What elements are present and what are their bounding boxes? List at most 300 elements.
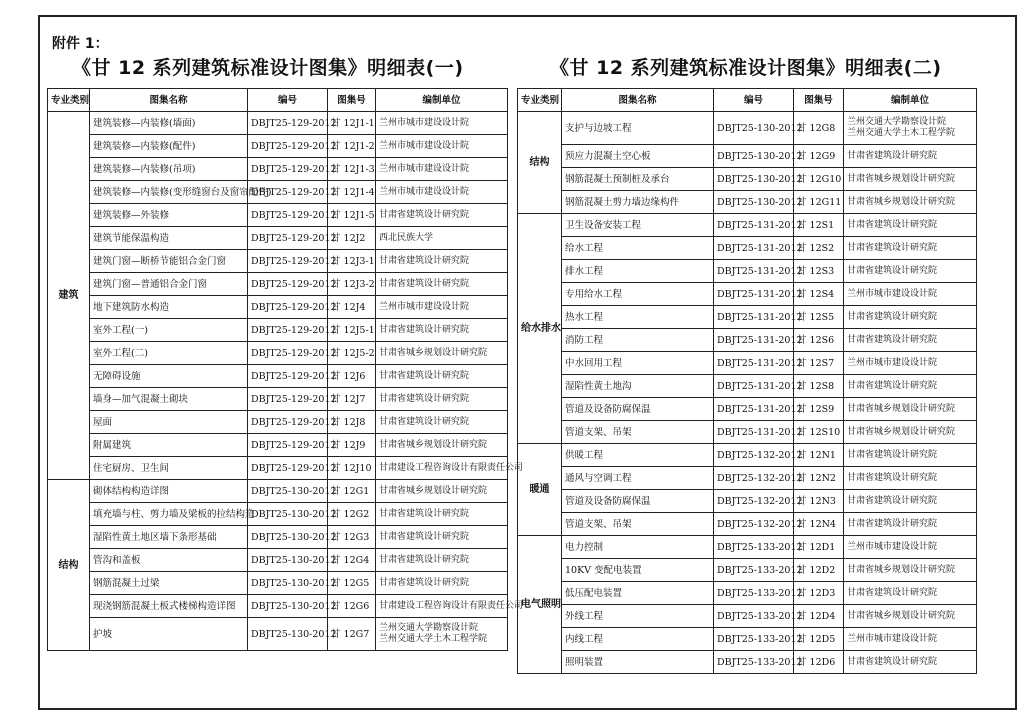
- unit-text: 甘肃省建筑设计研究院: [379, 255, 470, 266]
- unit-text: 西北民族大学: [379, 232, 434, 243]
- atlas-number-cell: 甘 12S1: [794, 214, 844, 237]
- atlas-number-cell: 甘 12G5: [328, 572, 376, 595]
- atlas-name-cell: 管道支架、吊架: [562, 421, 714, 444]
- code-cell: DBJT25-133-2012: [714, 651, 794, 674]
- table-row: [48, 273, 508, 296]
- atlas-number-cell: 甘 12J6: [328, 365, 376, 388]
- unit-text: 甘肃省城乡规划设计研究院: [847, 426, 956, 437]
- atlas-number-cell: 甘 12J1-4: [328, 181, 376, 204]
- code-cell: DBJT25-130-2012: [714, 145, 794, 168]
- atlas-number-cell: 甘 12G11: [794, 191, 844, 214]
- table-row: [48, 158, 508, 181]
- unit-text: 甘肃建设工程咨询设计有限责任公司: [379, 600, 524, 611]
- unit-text: 甘肃省建筑设计研究院: [847, 495, 938, 506]
- unit-cell: [844, 168, 977, 191]
- detail-table-1: [47, 88, 524, 651]
- unit-cell: [844, 306, 977, 329]
- table-row: [518, 651, 977, 674]
- code-cell: DBJT25-132-2012: [714, 444, 794, 467]
- atlas-number-cell: 甘 12J3-1: [328, 250, 376, 273]
- atlas-number-cell: 甘 12S5: [794, 306, 844, 329]
- code-cell: DBJT25-130-2012: [248, 549, 328, 572]
- atlas-name-cell: 建筑装修—内装修(变形缝窗台及窗帘配件): [90, 181, 248, 204]
- unit-text: 兰州市城市建设设计院: [847, 288, 938, 299]
- atlas-name-cell: 建筑门窗—普通铝合金门窗: [90, 273, 248, 296]
- atlas-number-cell: 甘 12D3: [794, 582, 844, 605]
- atlas-name-cell: 湿陷性黄土地区墙下条形基础: [90, 526, 248, 549]
- unit-text: 甘肃省建筑设计研究院: [379, 416, 470, 427]
- atlas-name-cell: 照明装置: [562, 651, 714, 674]
- atlas-name-cell: 预应力混凝土空心板: [562, 145, 714, 168]
- unit-cell: [376, 319, 508, 342]
- atlas-name-cell: 无障碍设施: [90, 365, 248, 388]
- unit-text: 甘肃省建筑设计研究院: [379, 508, 470, 519]
- table-row: [518, 513, 977, 536]
- atlas-name-cell: 湿陷性黄土地沟: [562, 375, 714, 398]
- unit-cell: [844, 214, 977, 237]
- atlas-number-cell: 甘 12S8: [794, 375, 844, 398]
- code-cell: DBJT25-130-2012: [714, 112, 794, 145]
- code-cell: DBJT25-129-2012: [248, 135, 328, 158]
- unit-cell: [844, 191, 977, 214]
- table1-title: 《甘 12 系列建筑标准设计图集》明细表(一): [72, 57, 464, 79]
- unit-cell: [376, 342, 508, 365]
- table2-body: [518, 112, 977, 674]
- unit-text-secondary: 兰州交通大学土木工程学院: [847, 128, 956, 138]
- unit-cell: [844, 329, 977, 352]
- table-row: [518, 559, 977, 582]
- code-cell: DBJT25-131-2012: [714, 329, 794, 352]
- table-row: [48, 250, 508, 273]
- code-cell: DBJT25-131-2012: [714, 237, 794, 260]
- code-cell: DBJT25-129-2012: [248, 158, 328, 181]
- unit-cell: [376, 595, 524, 618]
- atlas-name-cell: 护坡: [90, 618, 248, 651]
- unit-cell: [376, 158, 508, 181]
- atlas-number-cell: 甘 12J1-5: [328, 204, 376, 227]
- category-cell: 暖通: [518, 444, 562, 536]
- table-row: [48, 227, 508, 250]
- header-name: 图集名称: [90, 89, 248, 112]
- code-cell: DBJT25-130-2012: [248, 526, 328, 549]
- atlas-number-cell: 甘 12S9: [794, 398, 844, 421]
- header-unit: 编制单位: [376, 89, 508, 112]
- unit-text: 甘肃省建筑设计研究院: [379, 370, 470, 381]
- atlas-number-cell: 甘 12D4: [794, 605, 844, 628]
- unit-text: 甘肃省建筑设计研究院: [847, 449, 938, 460]
- code-cell: DBJT25-130-2012: [714, 168, 794, 191]
- header-code: 编号: [714, 89, 794, 112]
- atlas-name-cell: 低压配电装置: [562, 582, 714, 605]
- unit-cell: [376, 365, 508, 388]
- table-row: [48, 319, 508, 342]
- atlas-name-cell: 管沟和盖板: [90, 549, 248, 572]
- unit-cell: [844, 352, 977, 375]
- unit-text: 甘肃省建筑设计研究院: [847, 242, 938, 253]
- header-category: 专业类别: [48, 89, 90, 112]
- atlas-name-cell: 10KV 变配电装置: [562, 559, 714, 582]
- unit-text: 兰州交通大学勘察设计院: [379, 623, 479, 633]
- unit-cell: [844, 237, 977, 260]
- table-row: [518, 283, 977, 306]
- table2-title: 《甘 12 系列建筑标准设计图集》明细表(二): [550, 57, 942, 79]
- code-cell: DBJT25-129-2012: [248, 250, 328, 273]
- atlas-name-cell: 建筑装修—内装修(墙面): [90, 112, 248, 135]
- atlas-name-cell: 建筑装修—外装修: [90, 204, 248, 227]
- atlas-number-cell: 甘 12D6: [794, 651, 844, 674]
- unit-cell: [376, 526, 508, 549]
- unit-text: 甘肃省建筑设计研究院: [847, 380, 938, 391]
- unit-text: 甘肃建设工程咨询设计有限责任公司: [379, 462, 524, 473]
- atlas-name-cell: 给水工程: [562, 237, 714, 260]
- atlas-number-cell: 甘 12J1-2: [328, 135, 376, 158]
- atlas-name-cell: 管道及设备防腐保温: [562, 490, 714, 513]
- unit-cell: [376, 135, 508, 158]
- header-atlas: 图集号: [794, 89, 844, 112]
- table-row: [48, 457, 508, 480]
- atlas-number-cell: 甘 12J8: [328, 411, 376, 434]
- atlas-name-cell: 钢筋混凝土预制桩及承台: [562, 168, 714, 191]
- atlas-name-cell: 热水工程: [562, 306, 714, 329]
- unit-text: 甘肃省城乡规划设计研究院: [847, 196, 956, 207]
- unit-cell: [376, 388, 508, 411]
- atlas-name-cell: 墙身—加气混凝土砌块: [90, 388, 248, 411]
- atlas-name-cell: 供暖工程: [562, 444, 714, 467]
- code-cell: DBJT25-131-2012: [714, 214, 794, 237]
- table-row: [518, 421, 977, 444]
- code-cell: DBJT25-131-2012: [714, 306, 794, 329]
- unit-text: 甘肃省建筑设计研究院: [847, 265, 938, 276]
- unit-text: 甘肃省建筑设计研究院: [847, 311, 938, 322]
- atlas-number-cell: 甘 12J9: [328, 434, 376, 457]
- code-cell: DBJT25-133-2012: [714, 536, 794, 559]
- code-cell: DBJT25-130-2012: [248, 480, 328, 503]
- table-row: [48, 388, 508, 411]
- atlas-name-cell: 室外工程(二): [90, 342, 248, 365]
- table-row: [518, 582, 977, 605]
- table-row: [48, 549, 508, 572]
- unit-text: 甘肃省建筑设计研究院: [847, 150, 938, 161]
- unit-text: 甘肃省城乡规划设计研究院: [847, 403, 956, 414]
- unit-text: 甘肃省建筑设计研究院: [847, 518, 938, 529]
- code-cell: DBJT25-130-2012: [248, 503, 328, 526]
- table-row: [48, 526, 508, 549]
- atlas-name-cell: 建筑装修—内装修(配件): [90, 135, 248, 158]
- atlas-number-cell: 甘 12N3: [794, 490, 844, 513]
- atlas-name-cell: 填充墙与柱、剪力墙及梁板的拉结构造: [90, 503, 248, 526]
- atlas-number-cell: 甘 12N2: [794, 467, 844, 490]
- table-row: [518, 467, 977, 490]
- atlas-name-cell: 管道及设备防腐保温: [562, 398, 714, 421]
- unit-text: 甘肃省建筑设计研究院: [379, 554, 470, 565]
- unit-text: 甘肃省建筑设计研究院: [379, 278, 470, 289]
- code-cell: DBJT25-133-2012: [714, 559, 794, 582]
- unit-cell: [376, 296, 508, 319]
- unit-cell: [844, 398, 977, 421]
- unit-cell: [376, 411, 508, 434]
- detail-table-2: [517, 88, 977, 674]
- unit-text: 甘肃省建筑设计研究院: [847, 472, 938, 483]
- atlas-name-cell: 砌体结构构造详图: [90, 480, 248, 503]
- header-name: 图集名称: [562, 89, 714, 112]
- code-cell: DBJT25-129-2012: [248, 273, 328, 296]
- atlas-name-cell: 外线工程: [562, 605, 714, 628]
- table-row: [48, 342, 508, 365]
- unit-cell: [376, 204, 508, 227]
- header-atlas: 图集号: [328, 89, 376, 112]
- table-row: [518, 214, 977, 237]
- unit-cell: [844, 559, 977, 582]
- code-cell: DBJT25-132-2012: [714, 513, 794, 536]
- code-cell: DBJT25-129-2012: [248, 457, 328, 480]
- atlas-name-cell: 建筑装修—内装修(吊项): [90, 158, 248, 181]
- code-cell: DBJT25-129-2012: [248, 411, 328, 434]
- table-row: [48, 618, 508, 651]
- unit-cell: [376, 250, 508, 273]
- annex-label: 附件 1：: [52, 36, 109, 52]
- atlas-name-cell: 屋面: [90, 411, 248, 434]
- table-row: [518, 329, 977, 352]
- atlas-name-cell: 电力控制: [562, 536, 714, 559]
- code-cell: DBJT25-129-2012: [248, 365, 328, 388]
- unit-text: 甘肃省建筑设计研究院: [379, 209, 470, 220]
- unit-text: 甘肃省建筑设计研究院: [847, 334, 938, 345]
- unit-text: 甘肃省城乡规划设计研究院: [847, 610, 956, 621]
- table-row: [48, 204, 508, 227]
- code-cell: DBJT25-131-2012: [714, 352, 794, 375]
- unit-cell: [376, 227, 508, 250]
- atlas-name-cell: 卫生设备安装工程: [562, 214, 714, 237]
- unit-cell: [844, 651, 977, 674]
- unit-text: 兰州市城市建设设计院: [379, 140, 470, 151]
- unit-cell: [844, 375, 977, 398]
- unit-text: 甘肃省建筑设计研究院: [847, 656, 938, 667]
- category-cell: 结构: [518, 112, 562, 214]
- atlas-number-cell: 甘 12J4: [328, 296, 376, 319]
- atlas-number-cell: 甘 12J10: [328, 457, 376, 480]
- unit-cell: [844, 444, 977, 467]
- unit-text: 兰州市城市建设设计院: [379, 163, 470, 174]
- atlas-name-cell: 消防工程: [562, 329, 714, 352]
- atlas-name-cell: 建筑节能保温构造: [90, 227, 248, 250]
- table-row: [48, 434, 508, 457]
- unit-cell: [844, 421, 977, 444]
- category-cell: 电气照明: [518, 536, 562, 674]
- unit-cell: [376, 434, 508, 457]
- unit-text: 甘肃省建筑设计研究院: [847, 587, 938, 598]
- atlas-number-cell: 甘 12S2: [794, 237, 844, 260]
- code-cell: DBJT25-131-2012: [714, 260, 794, 283]
- atlas-number-cell: 甘 12G1: [328, 480, 376, 503]
- code-cell: DBJT25-132-2012: [714, 467, 794, 490]
- table-row: [518, 191, 977, 214]
- code-cell: DBJT25-129-2012: [248, 388, 328, 411]
- code-cell: DBJT25-131-2012: [714, 398, 794, 421]
- code-cell: DBJT25-129-2012: [248, 296, 328, 319]
- atlas-name-cell: 支护与边坡工程: [562, 112, 714, 145]
- atlas-number-cell: 甘 12G6: [328, 595, 376, 618]
- unit-text: 兰州市城市建设设计院: [379, 117, 470, 128]
- code-cell: DBJT25-133-2012: [714, 628, 794, 651]
- atlas-number-cell: 甘 12G4: [328, 549, 376, 572]
- code-cell: DBJT25-130-2012: [248, 595, 328, 618]
- table-row: [518, 145, 977, 168]
- atlas-name-cell: 内线工程: [562, 628, 714, 651]
- atlas-name-cell: 通风与空调工程: [562, 467, 714, 490]
- table-row: [48, 572, 508, 595]
- unit-cell: [376, 618, 508, 651]
- unit-text: 兰州市城市建设设计院: [379, 186, 470, 197]
- unit-text: 甘肃省建筑设计研究院: [379, 577, 470, 588]
- table-row: [48, 296, 508, 319]
- unit-cell: [844, 112, 977, 145]
- code-cell: DBJT25-129-2012: [248, 319, 328, 342]
- atlas-number-cell: 甘 12S3: [794, 260, 844, 283]
- table-row: [518, 306, 977, 329]
- atlas-name-cell: 附属建筑: [90, 434, 248, 457]
- unit-cell: [376, 457, 524, 480]
- table-row: [518, 237, 977, 260]
- code-cell: DBJT25-131-2012: [714, 421, 794, 444]
- atlas-number-cell: 甘 12S6: [794, 329, 844, 352]
- atlas-name-cell: 室外工程(一): [90, 319, 248, 342]
- table-header-row: [518, 89, 977, 112]
- unit-text: 甘肃省建筑设计研究院: [379, 393, 470, 404]
- unit-cell: [844, 260, 977, 283]
- unit-text: 甘肃省城乡规划设计研究院: [379, 439, 488, 450]
- table-row: [518, 490, 977, 513]
- atlas-number-cell: 甘 12G2: [328, 503, 376, 526]
- atlas-number-cell: 甘 12G10: [794, 168, 844, 191]
- unit-text: 兰州市城市建设设计院: [379, 301, 470, 312]
- unit-cell: [844, 490, 977, 513]
- atlas-number-cell: 甘 12J3-2: [328, 273, 376, 296]
- unit-cell: [376, 572, 508, 595]
- table-row: [518, 628, 977, 651]
- atlas-number-cell: 甘 12J1-1: [328, 112, 376, 135]
- category-cell: 建筑: [48, 112, 90, 480]
- atlas-name-cell: 钢筋混凝土剪力墙边缘构件: [562, 191, 714, 214]
- atlas-number-cell: 甘 12D5: [794, 628, 844, 651]
- table-row: [48, 112, 508, 135]
- atlas-number-cell: 甘 12S10: [794, 421, 844, 444]
- unit-text: 甘肃省建筑设计研究院: [379, 324, 470, 335]
- atlas-name-cell: 排水工程: [562, 260, 714, 283]
- unit-text: 兰州市城市建设设计院: [847, 541, 938, 552]
- code-cell: DBJT25-130-2012: [248, 572, 328, 595]
- code-cell: DBJT25-131-2012: [714, 375, 794, 398]
- code-cell: DBJT25-129-2012: [248, 181, 328, 204]
- table-row: [518, 536, 977, 559]
- unit-cell: [844, 145, 977, 168]
- atlas-name-cell: 管道支架、吊架: [562, 513, 714, 536]
- unit-cell: [844, 513, 977, 536]
- atlas-number-cell: 甘 12D1: [794, 536, 844, 559]
- unit-cell: [376, 181, 508, 204]
- header-code: 编号: [248, 89, 328, 112]
- header-category: 专业类别: [518, 89, 562, 112]
- table1-body: [48, 112, 524, 651]
- table-header-row: [48, 89, 508, 112]
- table-row: [518, 112, 977, 145]
- unit-cell: [844, 536, 977, 559]
- code-cell: DBJT25-131-2012: [714, 283, 794, 306]
- unit-text: 兰州市城市建设设计院: [847, 633, 938, 644]
- atlas-name-cell: 地下建筑防水构造: [90, 296, 248, 319]
- code-cell: DBJT25-133-2012: [714, 605, 794, 628]
- atlas-name-cell: 钢筋混凝土过梁: [90, 572, 248, 595]
- atlas-number-cell: 甘 12G3: [328, 526, 376, 549]
- atlas-name-cell: 中水回用工程: [562, 352, 714, 375]
- unit-cell: [376, 480, 508, 503]
- code-cell: DBJT25-129-2012: [248, 342, 328, 365]
- atlas-number-cell: 甘 12G7: [328, 618, 376, 651]
- unit-cell: [376, 503, 508, 526]
- table-row: [518, 398, 977, 421]
- unit-cell: [844, 628, 977, 651]
- atlas-name-cell: 住宅厨房、卫生间: [90, 457, 248, 480]
- code-cell: DBJT25-130-2012: [714, 191, 794, 214]
- table-row: [48, 411, 508, 434]
- atlas-name-cell: 专用给水工程: [562, 283, 714, 306]
- code-cell: DBJT25-129-2012: [248, 112, 328, 135]
- unit-text-secondary: 兰州交通大学土木工程学院: [379, 634, 488, 644]
- atlas-name-cell: 现浇钢筋混凝土板式楼梯构造详图: [90, 595, 248, 618]
- unit-text: 甘肃省建筑设计研究院: [379, 531, 470, 542]
- atlas-number-cell: 甘 12G9: [794, 145, 844, 168]
- atlas-number-cell: 甘 12J2: [328, 227, 376, 250]
- atlas-number-cell: 甘 12S4: [794, 283, 844, 306]
- atlas-number-cell: 甘 12N1: [794, 444, 844, 467]
- code-cell: DBJT25-129-2012: [248, 204, 328, 227]
- unit-text: 甘肃省城乡规划设计研究院: [379, 485, 488, 496]
- unit-text: 兰州交通大学勘察设计院: [847, 117, 947, 127]
- unit-cell: [844, 582, 977, 605]
- table-row: [48, 181, 508, 204]
- table-row: [518, 352, 977, 375]
- unit-text: 甘肃省建筑设计研究院: [847, 219, 938, 230]
- unit-text: 甘肃省城乡规划设计研究院: [847, 564, 956, 575]
- atlas-number-cell: 甘 12J7: [328, 388, 376, 411]
- table-row: [518, 260, 977, 283]
- category-cell: 给水排水: [518, 214, 562, 444]
- atlas-number-cell: 甘 12N4: [794, 513, 844, 536]
- unit-cell: [844, 283, 977, 306]
- atlas-number-cell: 甘 12D2: [794, 559, 844, 582]
- table-row: [48, 365, 508, 388]
- atlas-number-cell: 甘 12J5-2: [328, 342, 376, 365]
- table-row: [48, 135, 508, 158]
- atlas-number-cell: 甘 12G8: [794, 112, 844, 145]
- atlas-number-cell: 甘 12S7: [794, 352, 844, 375]
- table-row: [48, 480, 508, 503]
- header-unit: 编制单位: [844, 89, 977, 112]
- table-row: [518, 444, 977, 467]
- code-cell: DBJT25-130-2012: [248, 618, 328, 651]
- unit-cell: [376, 112, 508, 135]
- atlas-number-cell: 甘 12J1-3: [328, 158, 376, 181]
- unit-cell: [844, 467, 977, 490]
- code-cell: DBJT25-132-2012: [714, 490, 794, 513]
- unit-cell: [376, 549, 508, 572]
- table-row: [518, 605, 977, 628]
- unit-text: 甘肃省城乡规划设计研究院: [847, 173, 956, 184]
- code-cell: DBJT25-133-2012: [714, 582, 794, 605]
- code-cell: DBJT25-129-2012: [248, 227, 328, 250]
- unit-text: 甘肃省城乡规划设计研究院: [379, 347, 488, 358]
- unit-cell: [376, 273, 508, 296]
- table-row: [48, 503, 508, 526]
